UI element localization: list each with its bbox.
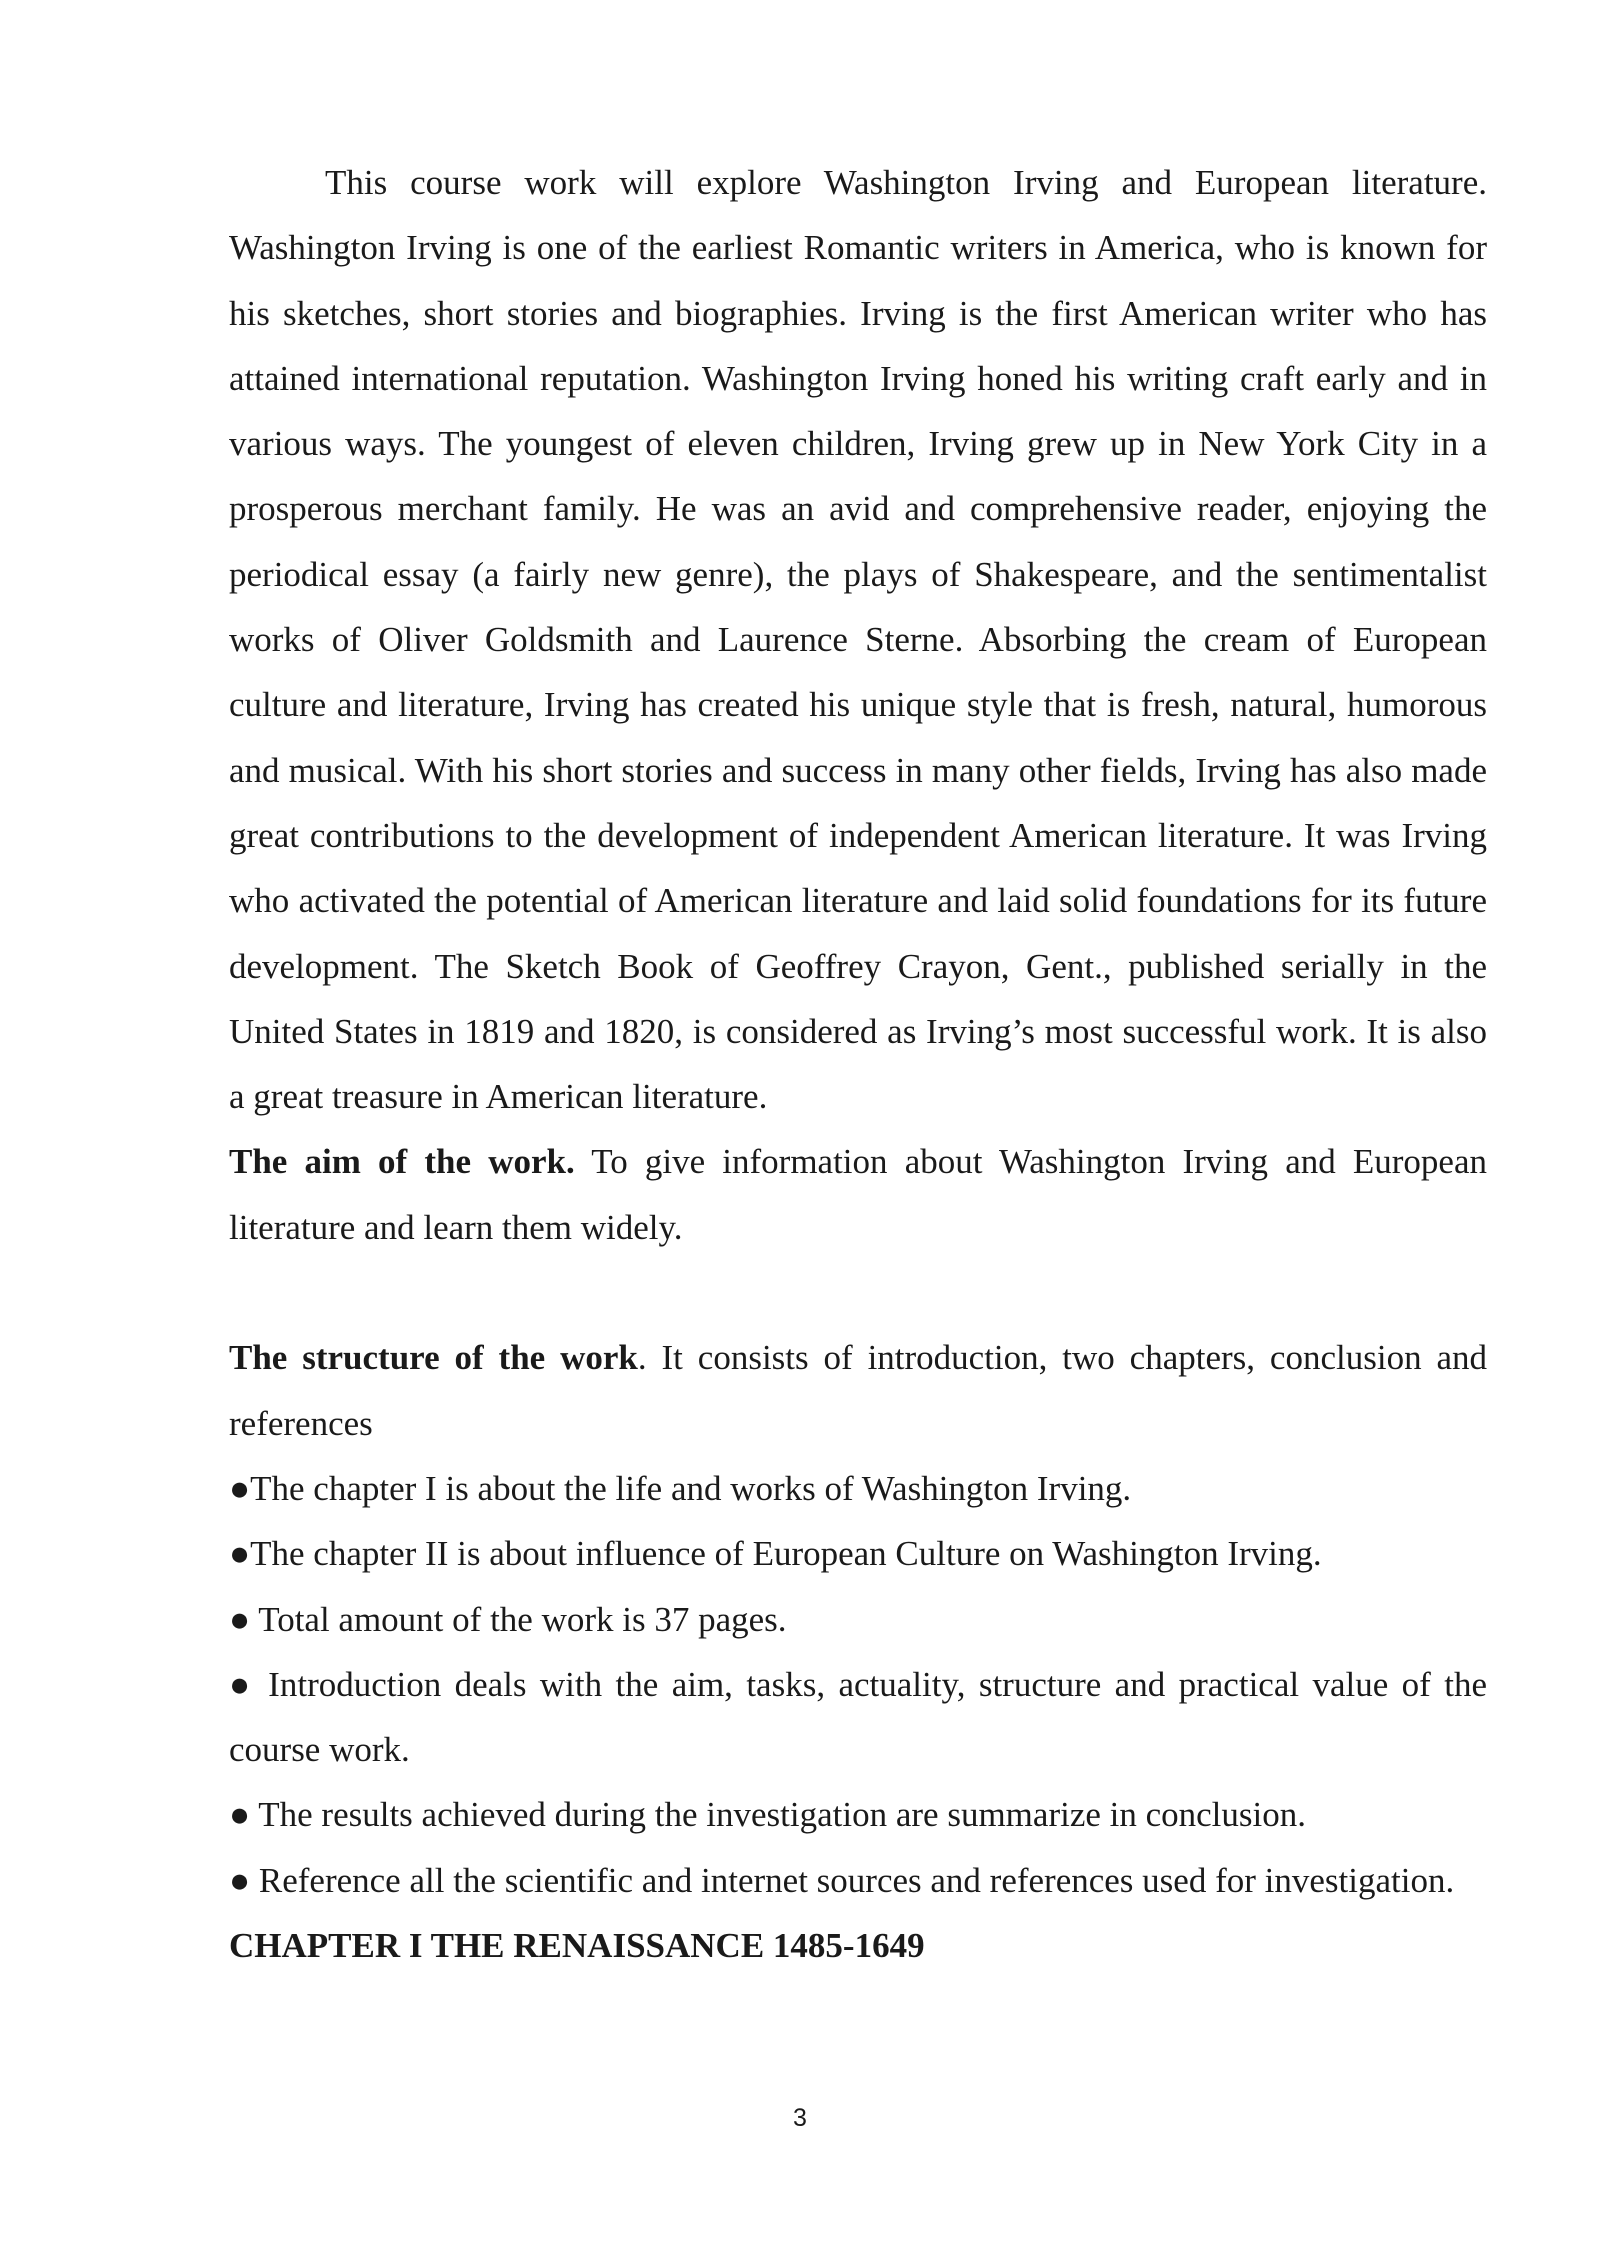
bullet-item: ●The chapter I is about the life and works of Washington Irving.	[229, 1468, 1132, 1508]
aim-label: The aim of the work.	[229, 1142, 575, 1182]
bullet-item: ● The results achieved during the investigation are summarize in conclusion.	[229, 1795, 1307, 1835]
aim-text: To give information about Washington Irving and European literature and learn them widely.	[229, 1142, 1487, 1247]
bullet-item: ● Introduction deals with the aim, tasks, actuality, structure and practical value of the course work.	[229, 1664, 1487, 1770]
intro-paragraph: This course work will explore Washington Irving and European literature. Washington Irving is one of the earliest Romantic writers in America, who is known for his sketches, short stories and biographies. Irving is the first American writer who has attained international reputation. Washington Irving honed his writing craft early and in various ways. The youngest of eleven children, Irving grew up in New York City in a prosperous merchant family. He was an avid and comprehensive reader, enjoying the periodical essay (a fairly new genre), the plays of Shakespeare, and the sentimentalist works of Oliver Goldsmith and Laurence Sterne. Absorbing the cream of European culture and literature, Irving has created his unique style that is fresh, natural, humorous and musical. With his short stories and success in many other fields, Irving has also made great contributions to the development of independent American literature. It was Irving who activated the potential of American literature and laid solid foundations for its future development. The Sketch Book of Geoffrey Crayon, Gent., published serially in the United States in 1819 and 1820, is considered as Irving’s most successful work. It is also a great treasure in American literature.	[229, 163, 1487, 1117]
aim-paragraph	[229, 1129, 1487, 1260]
page-number: 3	[793, 2104, 807, 2132]
page-content	[229, 150, 1487, 1978]
bullet-item: ● Total amount of the work is 37 pages.	[229, 1599, 787, 1639]
bullet-item: ● Reference all the scientific and internet sources and references used for investigation.	[229, 1860, 1455, 1900]
bullet-item: ●The chapter II is about influence of European Culture on Washington Irving.	[229, 1534, 1322, 1574]
structure-paragraph	[229, 1325, 1487, 1456]
blank-line	[229, 1260, 1487, 1325]
structure-text: . It consists of introduction, two chapters, conclusion and references	[229, 1338, 1487, 1443]
chapter-heading: CHAPTER I THE RENAISSANCE 1485-1649	[229, 1926, 925, 1966]
structure-label: The structure of the work	[229, 1338, 638, 1378]
